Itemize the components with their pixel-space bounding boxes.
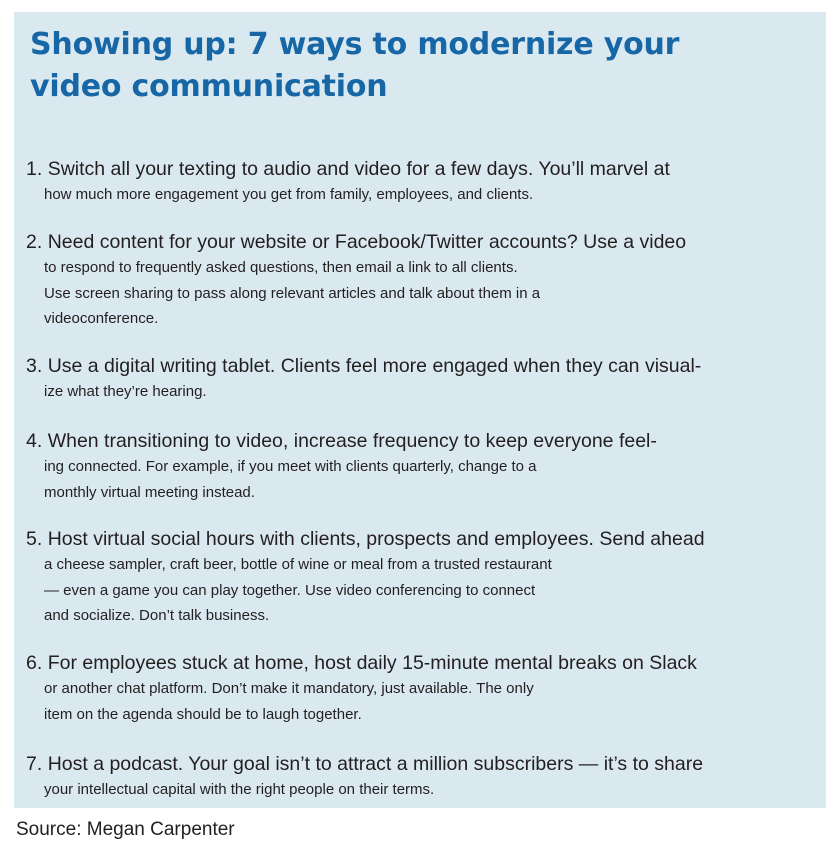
list-item [26,354,820,405]
item-text: Use a digital writing tablet. Clients feel more engaged when they can visual- [47,355,702,377]
item-number: 6. [26,652,43,674]
source-credit: Source: Megan Carpenter [16,819,235,840]
page-title [30,24,790,108]
item-line: your intellectual capital with the right people on their terms. [44,781,435,799]
item-text: Need content for your website or Facebook/Twitter accounts? Use a video [47,231,687,253]
item-number: 3. [26,355,43,377]
item-number: 1. [26,158,43,180]
item-line: monthly virtual meeting instead. [44,483,255,501]
item-text: Switch all your texting to audio and video for a few days. You’ll marvel at [47,158,670,180]
item-line: — even a game you can play together. Use video conferencing to connect [44,581,536,599]
item-line [26,429,820,454]
list-item [26,651,820,727]
item-line [26,527,820,552]
item-line: or another chat platform. Don’t make it mandatory, just available. The only [44,680,534,698]
item-line: ize what they’re hearing. [44,383,207,401]
item-text: Host a podcast. Your goal isn’t to attract a million subscribers — it’s to share [47,753,704,775]
list-item [26,527,820,628]
item-line [26,651,820,676]
item-text: Host virtual social hours with clients, prospects and employees. Send ahead [47,528,705,550]
item-line: item on the agenda should be to laugh together. [44,705,362,723]
content-panel [14,12,826,808]
item-line: videoconference. [44,309,159,327]
item-line [26,752,820,777]
list-item [26,230,820,331]
item-line: how much more engagement you get from family, employees, and clients. [44,186,534,204]
item-line: a cheese sampler, craft beer, bottle of wine or meal from a trusted restaurant [44,556,552,574]
item-text: When transitioning to video, increase frequency to keep everyone feel- [47,430,657,452]
item-line: and socialize. Don’t talk business. [44,606,270,624]
item-line [26,354,820,379]
item-line: ing connected. For example, if you meet with clients quarterly, change to a [44,458,537,476]
list-item [26,429,820,505]
item-number: 2. [26,231,43,253]
title-line: video communication [30,69,388,104]
item-line [26,230,820,255]
item-line: Use screen sharing to pass along relevant articles and talk about them in a [44,284,541,302]
list-item [26,157,820,208]
item-number: 4. [26,430,43,452]
item-text: For employees stuck at home, host daily 15-minute mental breaks on Slack [47,652,697,674]
item-number: 5. [26,528,43,550]
list-item [26,752,820,803]
item-line [26,157,820,182]
item-line: to respond to frequently asked questions, then email a link to all clients. [44,259,518,277]
item-number: 7. [26,753,43,775]
title-line: Showing up: 7 ways to modernize your [30,27,680,62]
